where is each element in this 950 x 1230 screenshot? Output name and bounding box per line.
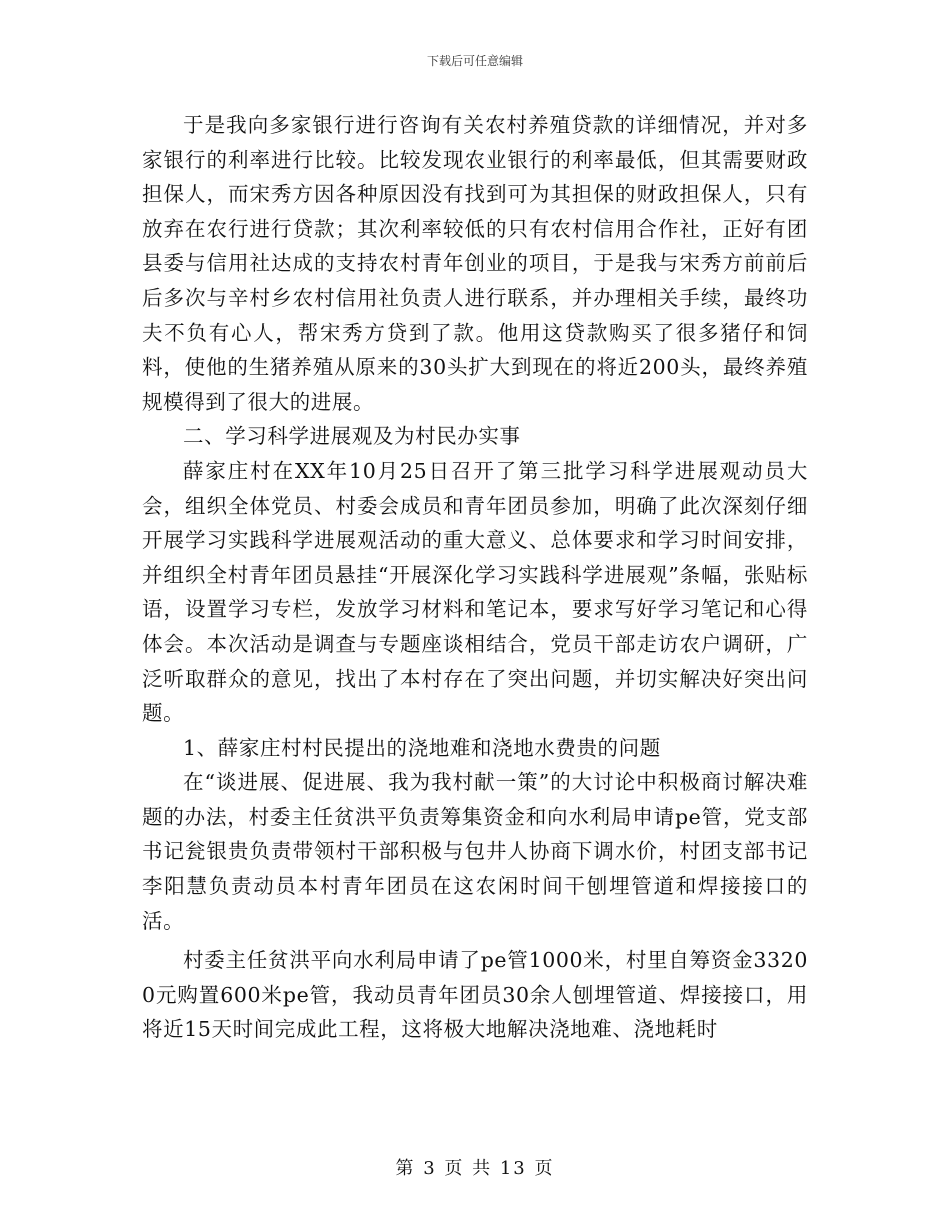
document-body <box>142 108 808 1047</box>
header-note: 下载后可任意编辑 <box>426 54 523 68</box>
paragraph-bank-loan: 于是我向多家银行进行咨询有关农村养殖贷款的详细情况，并对多家银行的利率进行比较。比较发现农业银行的利率最低，但其需要财政担保人，而宋秀方因各种原因没有找到可为其担保的财政担保人，只有放弃在农行进行贷款；其次利率较低的只有农村信用合作社，正好有团县委与信用社达成的支持农村青年创业的项目，于是我与宋秀方前前后后多次与辛村乡农村信用社负责人进行联系，并办理相关手续，最终功夫不负有心人，帮宋秀方贷到了款。他用这贷款购买了很多猪仔和饲料，使他的生猪养殖从原来的30头扩大到现在的将近200头，最终养殖规模得到了很大的进展。 <box>142 113 808 414</box>
page-number: 第 3 页 共 13 页 <box>395 1158 555 1179</box>
paragraph-discussion: 在“谈进展、促进展、我为我村献一策”的大讨论中积极商讨解决难题的办法，村委主任贫洪平负责筹集资金和向水利局申请pe管，党支部书记瓮银贵负责带领村干部积极与包井人协商下调水价，村团支部书记李阳慧负责动员本村青年团员在这农闲时间干刨埋管道和焊接接口的活。 <box>142 770 808 933</box>
section-heading-study: 二、学习科学进展观及为村民办实事 <box>183 424 521 449</box>
subsection-heading-irrigation: 1、薛家庄村村民提出的浇地难和浇地水费贵的问题 <box>183 735 661 760</box>
paragraph-pe-pipes: 村委主任贫洪平向水利局申请了pe管1000米，村里自筹资金33200元购置600米pe管，我动员青年团员30余人刨埋管道、焊接接口，用将近15天时间完成此工程，这将极大地解决浇地难、浇地耗时 <box>142 948 808 1042</box>
paragraph-mobilization-meeting: 薛家庄村在XX年10月25日召开了第三批学习科学进展观动员大会，组织全体党员、村委会成员和青年团员参加，明确了此次深刻仔细开展学习实践科学进展观活动的重大意义、总体要求和学习时间安排，并组织全村青年团员悬挂“开展深化学习实践科学进展观”条幅，张贴标语，设置学习专栏，发放学习材料和笔记本，要求写好学习笔记和心得体会。本次活动是调查与专题座谈相结合，党员干部走访农户调研，广泛听取群众的意见，找出了本村存在了突出问题，并切实解决好突出问题。 <box>142 458 808 726</box>
